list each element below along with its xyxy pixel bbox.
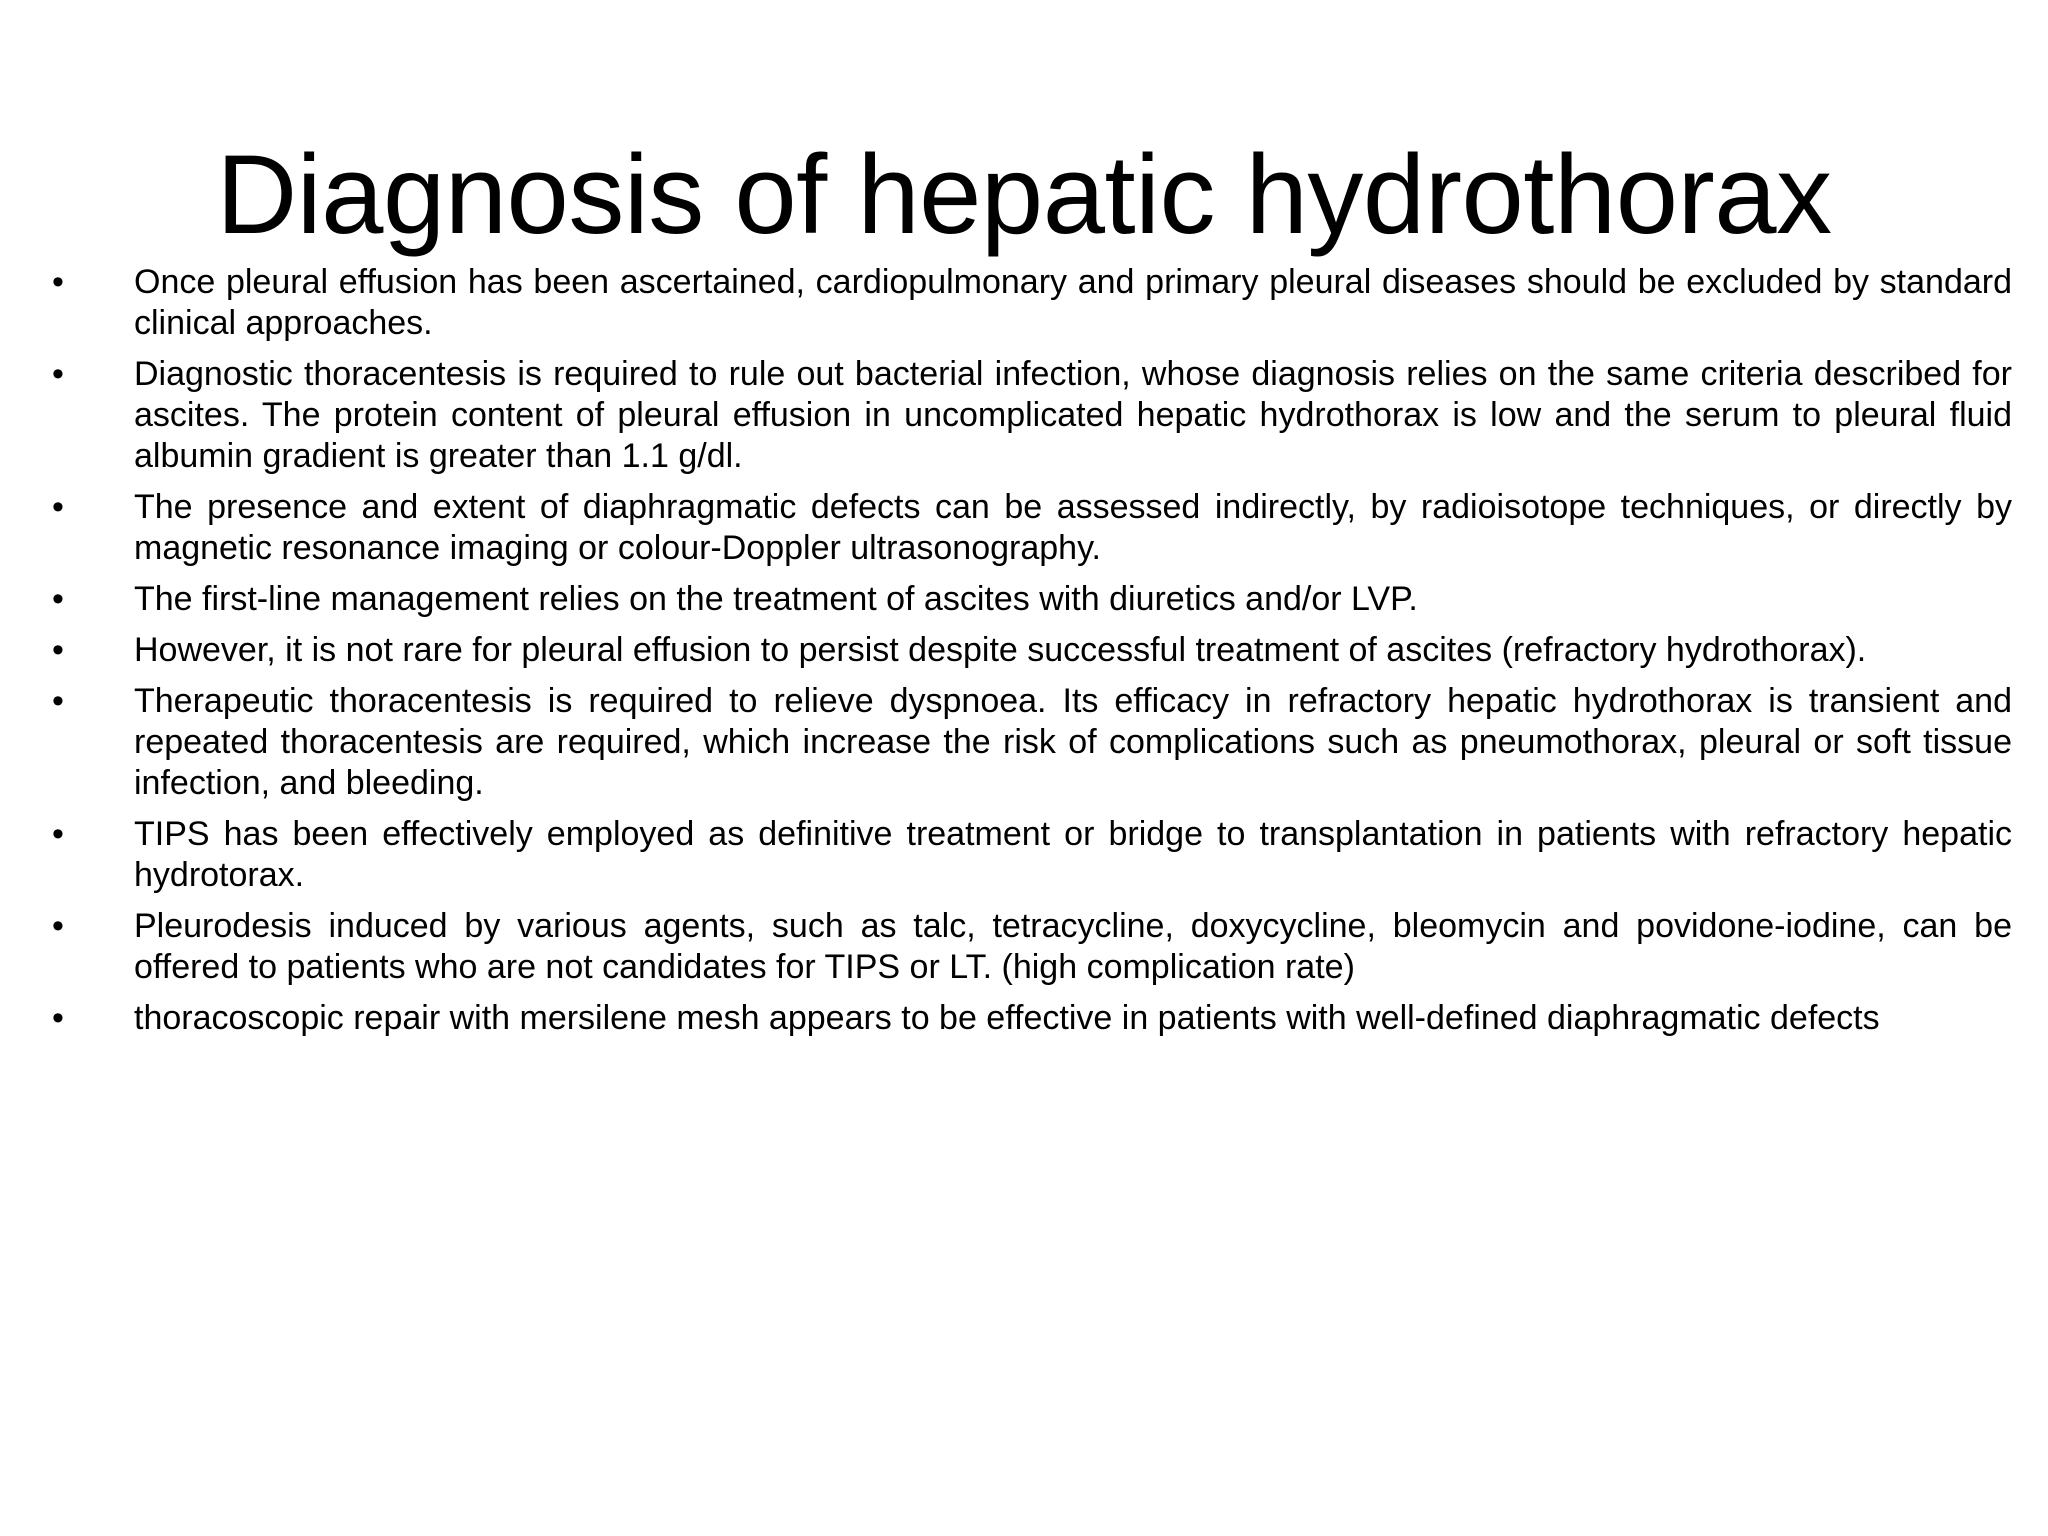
bullet-icon: • — [52, 907, 64, 945]
list-item — [52, 487, 2012, 569]
bullet-text: The first-line management relies on the treatment of ascites with diuretics and/or LVP. — [134, 580, 1418, 618]
bullet-text: Therapeutic thoracentesis is required to relieve dyspnoea. Its efficacy in refractory hepatic hydrothorax is transient and repeated thoracentesis are required, which increase the risk of complications such as pneumothorax, pleural or soft tissue infection, and bleeding. — [134, 682, 2012, 802]
bullet-text: Pleurodesis induced by various agents, such as talc, tetracycline, doxycycline, bleomycin and povidone-iodine, can be offered to patients who are not candidates for TIPS or LT. (high complication rate) — [134, 907, 2012, 986]
bullet-list — [52, 262, 2012, 1049]
bullet-text: thoracoscopic repair with mersilene mesh appears to be effective in patients with well-defined diaphragmatic defects — [134, 999, 1880, 1037]
list-item — [52, 814, 2012, 896]
bullet-icon: • — [52, 580, 64, 618]
list-item — [52, 998, 2012, 1039]
bullet-text: TIPS has been effectively employed as definitive treatment or bridge to transplantation in patients with refractory hepatic hydrotorax. — [134, 815, 2012, 894]
bullet-icon: • — [52, 355, 64, 393]
list-item — [52, 906, 2012, 988]
bullet-text: However, it is not rare for pleural effusion to persist despite successful treatment of ascites (refractory hydrothorax). — [134, 631, 1867, 669]
list-item — [52, 579, 2012, 620]
list-item — [52, 681, 2012, 804]
bullet-icon: • — [52, 488, 64, 526]
bullet-icon: • — [52, 631, 64, 669]
bullet-text: Diagnostic thoracentesis is required to rule out bacterial infection, whose diagnosis relies on the same criteria described for ascites. The protein content of pleural effusion in uncomplicated hepatic hydrothorax is low and the serum to pleural fluid albumin gradient is greater than 1.1 g/dl. — [134, 355, 2012, 475]
slide-title: Diagnosis of hepatic hydrothorax — [216, 132, 1832, 257]
bullet-icon: • — [52, 999, 64, 1037]
bullet-icon: • — [52, 682, 64, 720]
bullet-icon: • — [52, 263, 64, 301]
list-item — [52, 630, 2012, 671]
bullet-text: The presence and extent of diaphragmatic defects can be assessed indirectly, by radioisotope techniques, or directly by magnetic resonance imaging or colour-Doppler ultrasonography. — [134, 488, 2012, 567]
list-item — [52, 354, 2012, 477]
bullet-text: Once pleural effusion has been ascertained, cardiopulmonary and primary pleural diseases should be excluded by standard clinical approaches. — [134, 263, 2012, 342]
list-item — [52, 262, 2012, 344]
bullet-icon: • — [52, 815, 64, 853]
